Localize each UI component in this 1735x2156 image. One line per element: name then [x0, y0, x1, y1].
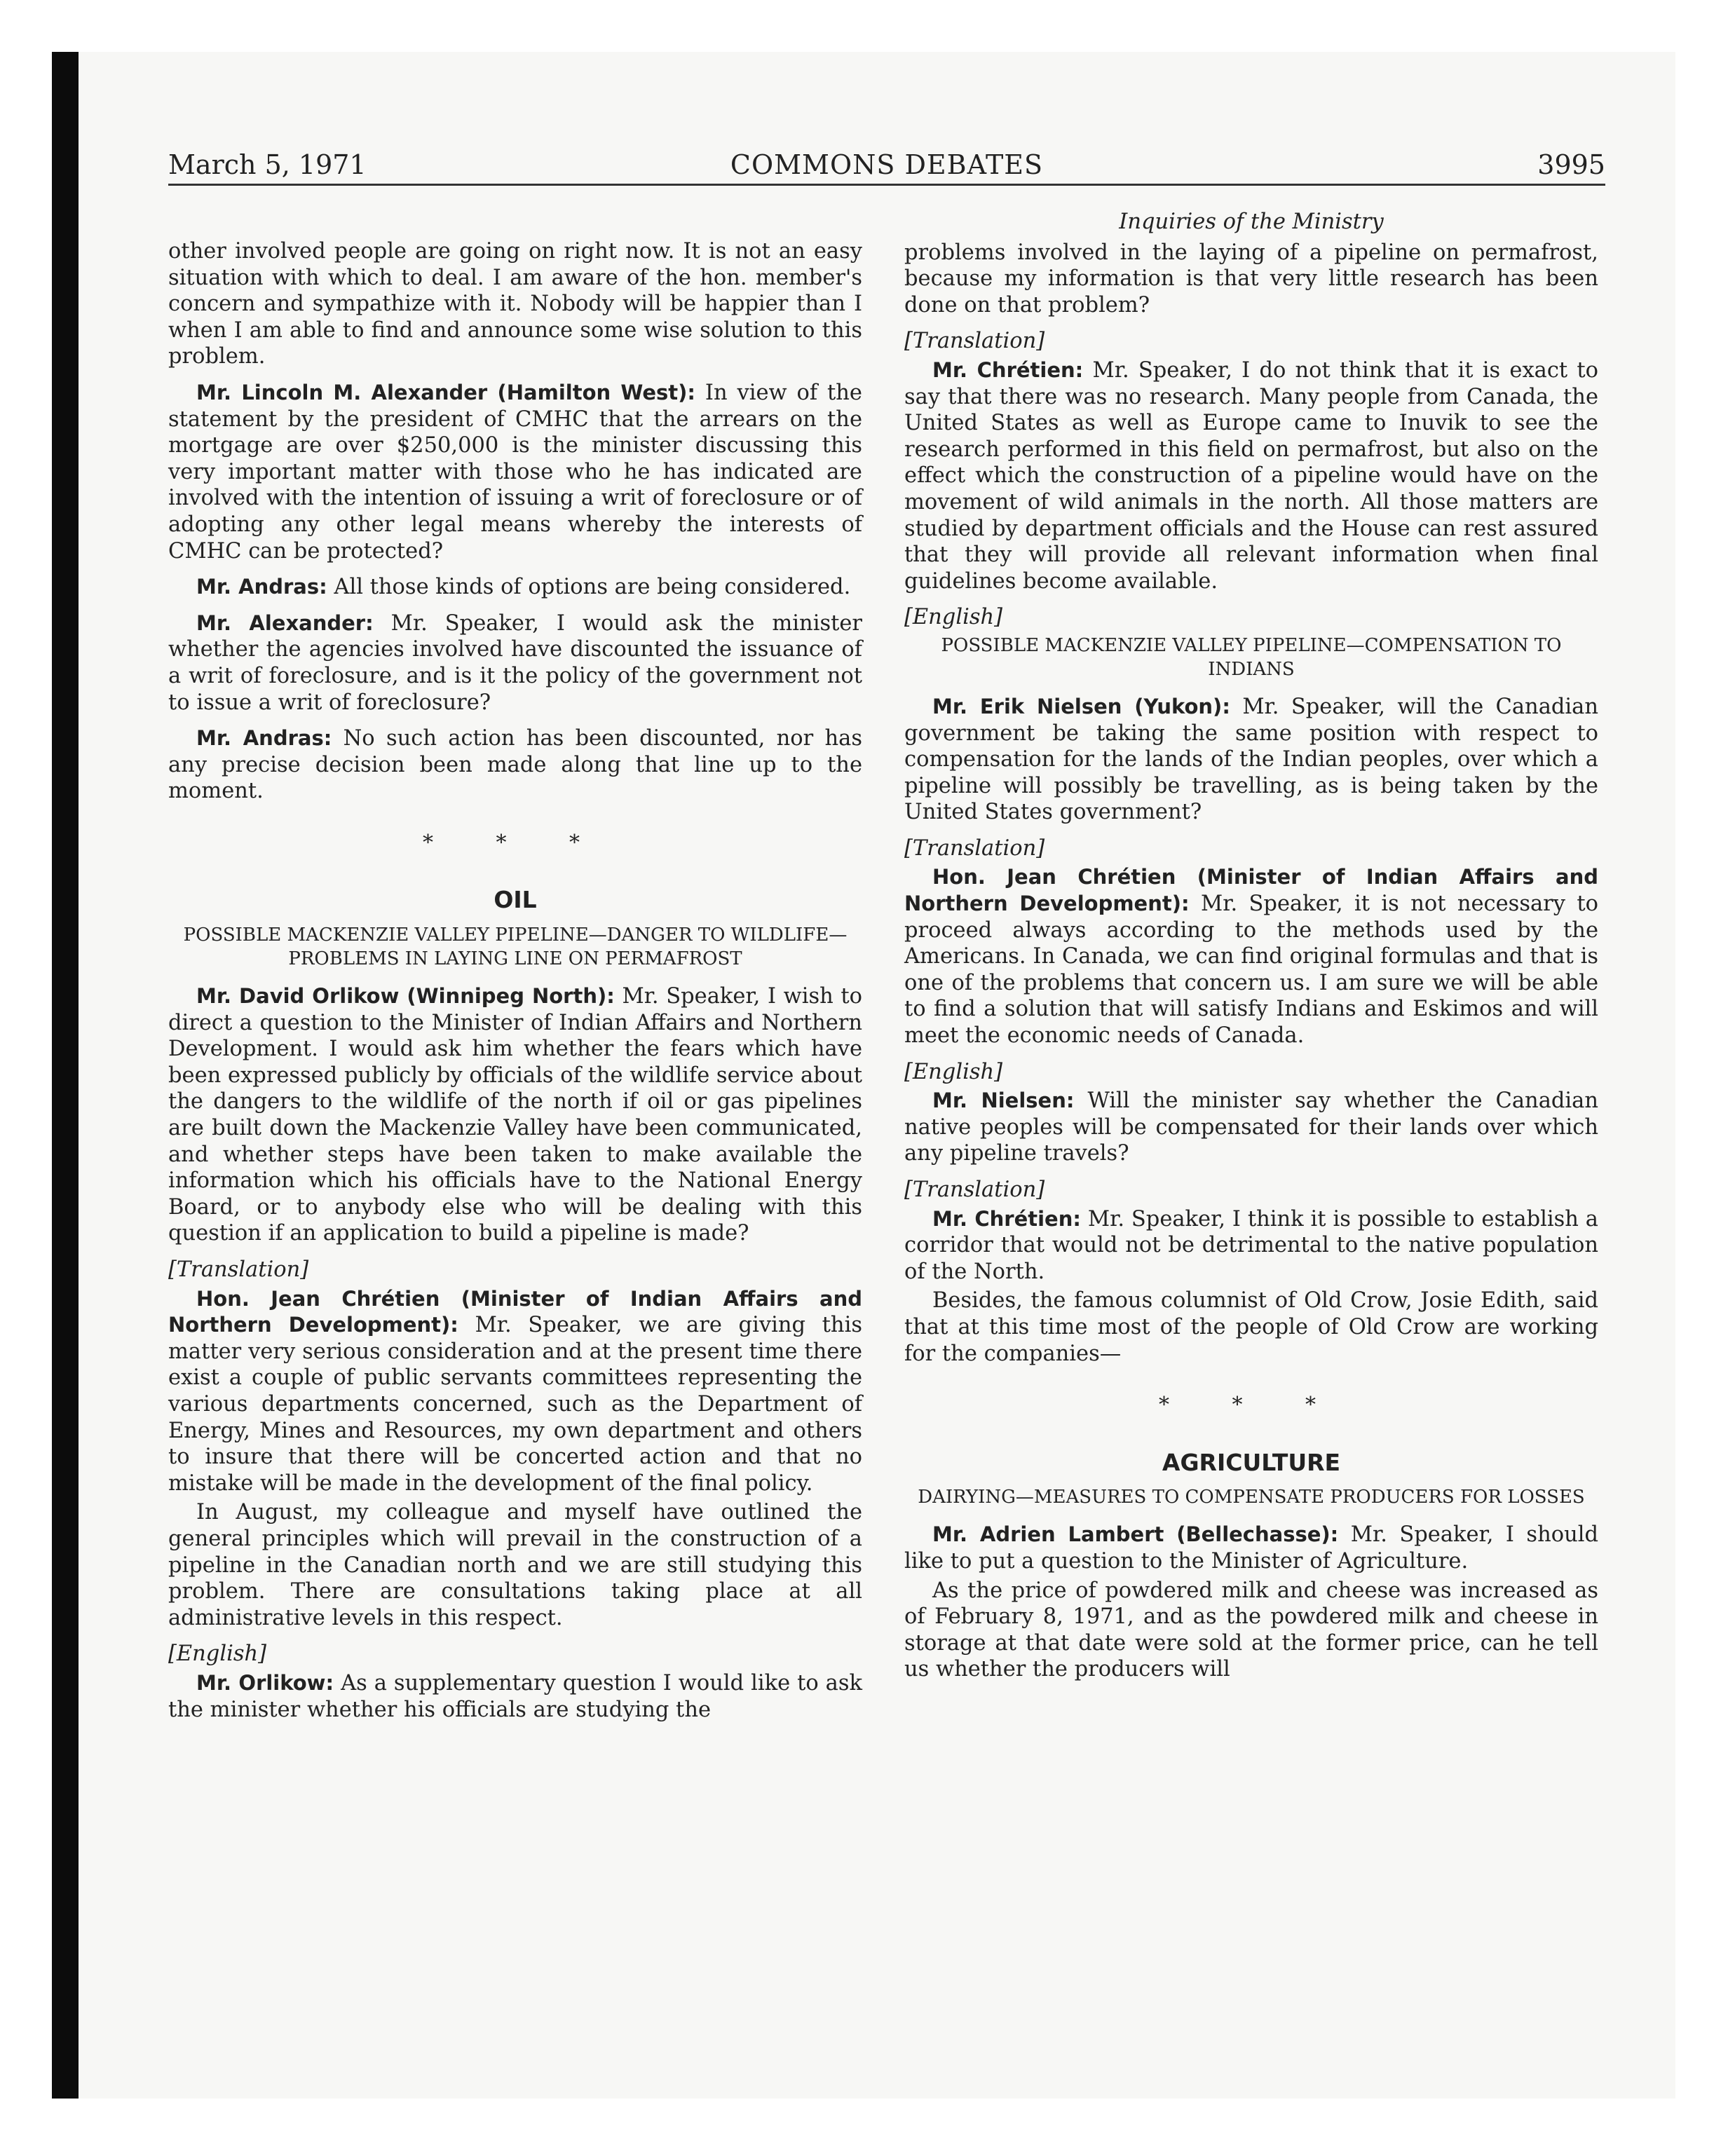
section-heading: OIL — [494, 886, 537, 914]
subsection-heading: POSSIBLE MACKENZIE VALLEY PIPELINE—COMPENSATION TO INDIANS — [941, 634, 1562, 680]
speech — [904, 864, 1598, 1049]
speech — [168, 983, 862, 1247]
language-marker: [Translation] — [904, 835, 1045, 861]
speech-text: Mr. Speaker, I do not think that it is exact to say that there was no research. Many people from Canada, the United States as well as Europe came to Inuvik to see the research performed in this field on permafrost, but also on the effect which the construction of a pipeline would have on the movement of wild animals in the north. All those matters are studied by department officials and the House can rest assured that they will provide all relevant information when final guidelines become available. — [904, 357, 1598, 594]
speech-text: Mr. Speaker, it is not necessary to proceed always according to the methods used by the Americans. In Canada, we can find original formulas and that is one of the problems that concern us. I am sure we will be able to find a solution that will satisfy Indians and Eskimos and will meet the economic needs of Canada. — [904, 892, 1598, 1049]
paragraph: In August, my colleague and myself have outlined the general principles which will prevail in the construction of a pipeline in the Canadian north and we are still studying this problem. There are consultations taking place at all administrative levels in this respect. — [168, 1500, 862, 1630]
speech — [168, 610, 862, 716]
speaker-name: Mr. Alexander: — [196, 610, 374, 635]
page-header — [168, 149, 1605, 186]
speech-text: Mr. Speaker, I think it is possible to establish a corridor that would not be detrimental to the native population of the North. — [904, 1206, 1598, 1284]
speech — [168, 574, 862, 601]
paragraph: Besides, the famous columnist of Old Crow, Josie Edith, said that at this time most of the people of Old Crow are working for the companies— — [904, 1288, 1598, 1366]
speech-text: Mr. Speaker, I wish to direct a question to the Minister of Indian Affairs and Northern Development. I would ask him whether the fears which have been expressed publicly by officials of the wildlife service about the dangers to the wildlife of the north if oil or gas pipelines are built down the Mackenzie Valley have been communicated, and whether steps have been taken to make available the information which his officials have to the National Energy Board, or to anybody else who will be dealing with this question if an application to build a pipeline is made? — [168, 984, 862, 1246]
left-column — [168, 238, 862, 1733]
speech — [168, 1286, 862, 1497]
speech — [904, 1522, 1598, 1574]
header-date: March 5, 1971 — [168, 149, 367, 180]
speaker-name: Mr. Andras: — [196, 575, 327, 599]
speaker-name: Hon. Jean Chrétien (Minister of Indian Affairs and Northern Development): — [904, 865, 1598, 916]
speaker-name: Mr. Chrétien: — [932, 357, 1084, 382]
speaker-name: Mr. Chrétien: — [932, 1206, 1081, 1231]
language-marker: [Translation] — [904, 1178, 1045, 1202]
speech-text: No such action has been discounted, nor has any precise decision been made along that line up to the moment. — [168, 726, 862, 804]
language-marker: [English] — [904, 1059, 1003, 1084]
speech — [168, 1670, 862, 1723]
paragraph: problems involved in the laying of a pipeline on permafrost, because my information is that very little research has been done on that problem? — [904, 240, 1598, 318]
right-column — [904, 210, 1598, 1693]
speech-text: Mr. Speaker, will the Canadian government be taking the same position with respect to compensation for the lands of the Indian peoples, over which a pipeline will possibly be travelling, as is being taken by the United States government? — [904, 694, 1598, 825]
speaker-name: Mr. Andras: — [196, 726, 332, 751]
subsection-heading: DAIRYING—MEASURES TO COMPENSATE PRODUCERS FOR LOSSES — [918, 1487, 1585, 1508]
speech — [904, 694, 1598, 826]
speech-text: Will the minister say whether the Canadian native peoples will be compensated for their lands over which any pipeline travels? — [904, 1089, 1598, 1166]
speech — [904, 1088, 1598, 1167]
speaker-name: Mr. David Orlikow (Winnipeg North): — [196, 984, 615, 1009]
speech — [168, 725, 862, 805]
page-number: 3995 — [1537, 149, 1605, 180]
section-separator: * * * — [422, 830, 608, 855]
publication-title: COMMONS DEBATES — [730, 149, 1044, 180]
speaker-name: Mr. Erik Nielsen (Yukon): — [932, 694, 1230, 718]
speech-text: All those kinds of options are being considered. — [334, 575, 851, 600]
language-marker: [Translation] — [168, 1257, 309, 1282]
speech-text: In view of the statement by the president of CMHC that the arrears on the mortgage are over $250,000 is the minister discussing this very important matter with those who he has indicated are involved with the intention of issuing a writ of foreclosure or of adopting any other legal means whereby the interests of CMHC can be protected? — [168, 380, 862, 564]
section-heading: AGRICULTURE — [1162, 1448, 1341, 1476]
speech — [168, 380, 862, 564]
language-marker: [Translation] — [904, 329, 1045, 354]
language-marker: [English] — [168, 1642, 267, 1667]
speech-text: Mr. Speaker, we are giving this matter very serious consideration and at the present time there exist a couple of public servants committees representing the various departments concerned, such as the Department of Energy, Mines and Resources, my own department and others to insure that there will be concerted action and that no mistake will be made in the development of the final policy. — [168, 1313, 862, 1496]
column-header: Inquiries of the Ministry — [1119, 210, 1384, 234]
speaker-name: Mr. Adrien Lambert (Bellechasse): — [932, 1522, 1339, 1547]
speech-text: Mr. Speaker, I would ask the minister whether the agencies involved have discounted the issuance of a writ of foreclosure, and is it the policy of the government not to issue a writ of foreclosure? — [168, 610, 862, 715]
speech — [904, 357, 1598, 594]
speaker-name: Hon. Jean Chrétien (Minister of Indian Affairs and Northern Development): — [168, 1286, 862, 1337]
speech-text: As a supplementary question I would like to ask the minister whether his officials are studying the — [168, 1670, 863, 1722]
language-marker: [English] — [904, 605, 1003, 630]
paragraph: other involved people are going on right now. It is not an easy situation with which to deal. I am aware of the hon. member's concern and sympathize with it. Nobody will be happier than I when I am able to find and announce some wise solution to this problem. — [168, 239, 862, 369]
speech — [904, 1206, 1598, 1285]
speech-text: Mr. Speaker, I should like to put a question to the Minister of Agriculture. — [904, 1522, 1598, 1574]
paragraph: As the price of powdered milk and cheese was increased as of February 8, 1971, and as the powdered milk and cheese in storage at that date were sold at the former price, can he tell us whether the producers will — [904, 1578, 1598, 1682]
speaker-name: Mr. Orlikow: — [196, 1670, 334, 1695]
section-separator: * * * — [1158, 1393, 1345, 1418]
subsection-heading: POSSIBLE MACKENZIE VALLEY PIPELINE—DANGER TO WILDLIFE—PROBLEMS IN LAYING LINE ON PERMAFROST — [183, 925, 848, 970]
speaker-name: Mr. Lincoln M. Alexander (Hamilton West): — [196, 380, 696, 404]
speaker-name: Mr. Nielsen: — [932, 1089, 1075, 1113]
scan-left-edge — [52, 52, 79, 2099]
